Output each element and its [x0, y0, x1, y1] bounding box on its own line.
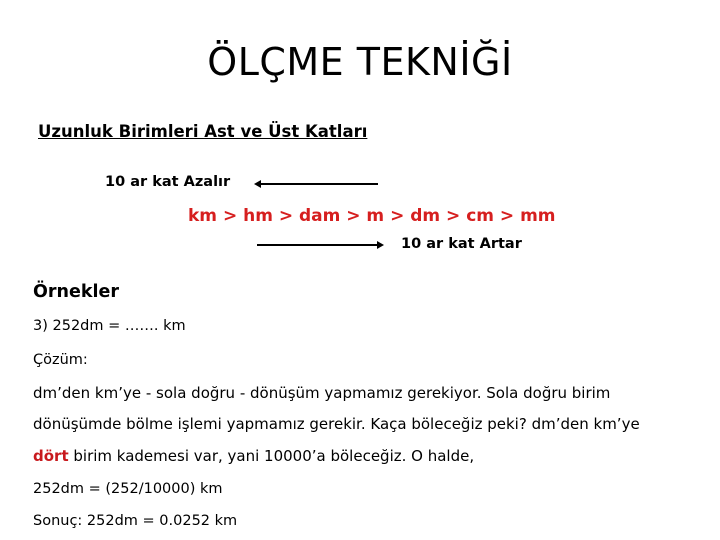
solution-line-3-text: birim kademesi var, yani 10000’a böleceğiz. O halde, [68, 447, 475, 465]
solution-line-1: dm’den km’ye - sola doğru - dönüşüm yapmamız gerekiyor. Sola doğru birim [33, 384, 611, 402]
increase-label: 10 ar kat Artar [401, 236, 522, 252]
solution-line-3 [33, 447, 474, 465]
unit-chain: km > hm > dam > m > dm > cm > mm [188, 206, 556, 226]
equation-line: 252dm = (252/10000) km [33, 481, 223, 497]
solution-line-2: dönüşümde bölme işlemi yapmamız gerekir. Kaça böleceğiz peki? dm’den km’ye [33, 415, 640, 433]
examples-heading: Örnekler [33, 282, 119, 302]
result-line: Sonuç: 252dm = 0.0252 km [33, 513, 238, 529]
decrease-label: 10 ar kat Azalır [105, 174, 231, 190]
section-heading: Uzunluk Birimleri Ast ve Üst Katları [38, 122, 368, 141]
highlight-word: dört [33, 447, 69, 465]
left-arrow-icon [260, 183, 378, 185]
slide-title: ÖLÇME TEKNİĞİ [207, 40, 513, 84]
solution-label: Çözüm: [33, 352, 88, 368]
right-arrow-icon [257, 244, 378, 246]
problem-statement: 3) 252dm = ……. km [33, 318, 186, 334]
